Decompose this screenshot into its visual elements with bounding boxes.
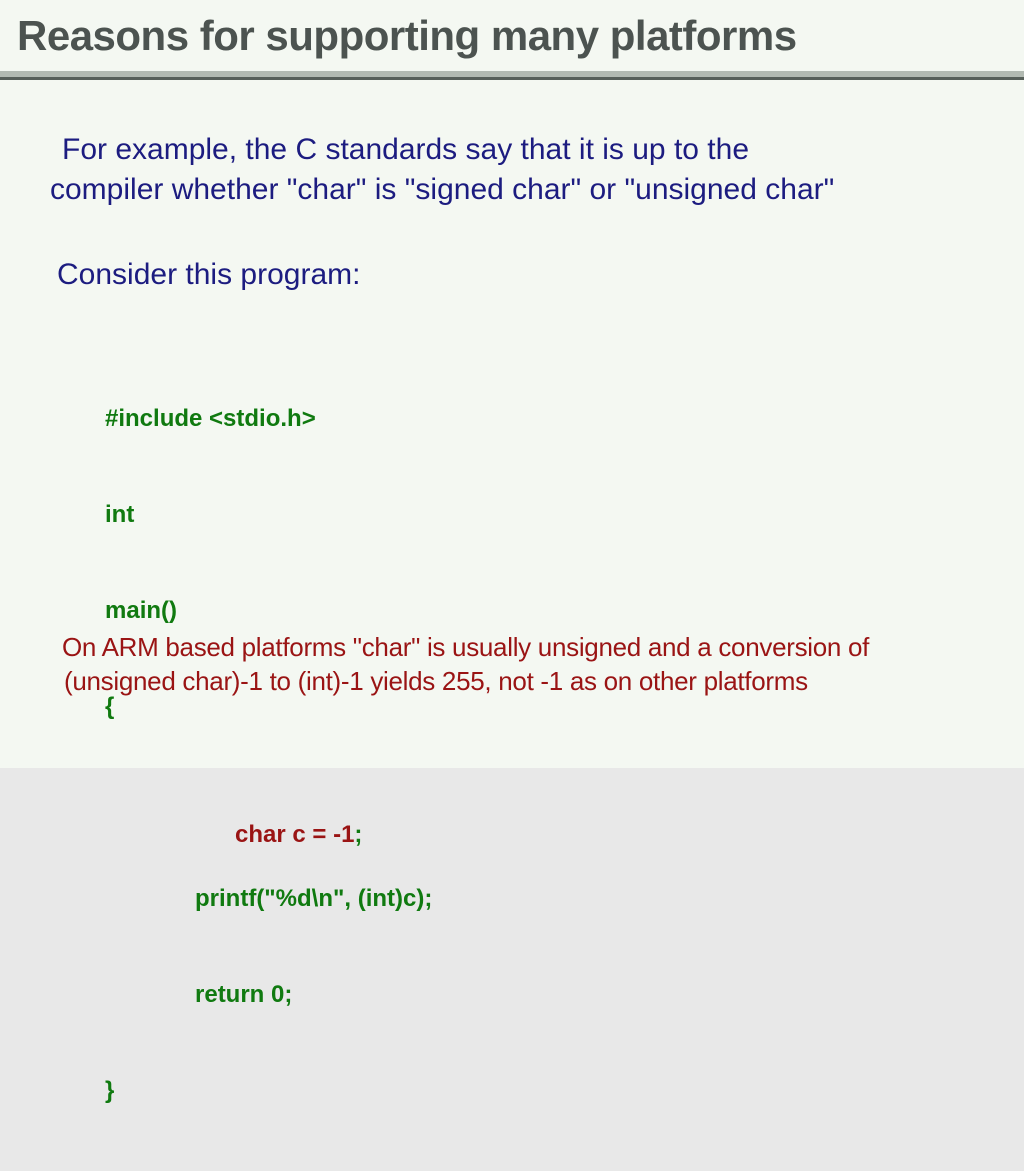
intro-paragraph-line-1: For example, the C standards say that it is up to the [62,133,750,166]
code-line-int: int [105,501,135,528]
slide-title: Reasons for supporting many platforms [17,12,797,59]
code-line-include: #include <stdio.h> [105,405,316,432]
code-line-return: return 0; [195,981,293,1008]
note-paragraph-line-2: (unsigned char)-1 to (int)-1 yields 255, not -1 as on other platforms [64,666,808,696]
code-line-char-decl [105,787,432,848]
title-underline [0,71,1024,80]
code-line-main: main() [105,597,177,624]
code-line-open-brace: { [105,693,115,720]
program-prompt: Consider this program: [57,258,361,291]
title-underline-dark-band [0,77,1024,80]
code-char-decl-semicolon: ; [354,821,363,848]
code-line-printf: printf("%d\n", (int)c); [195,885,433,912]
note-paragraph-line-1: On ARM based platforms "char" is usually unsigned and a conversion of [62,632,870,662]
intro-paragraph-line-2: compiler whether "char" is "signed char" or "unsigned char" [50,173,835,206]
code-char-decl-highlight: char c = -1 [235,821,355,848]
code-line-close-brace: } [105,1077,115,1104]
code-block [105,339,432,1171]
